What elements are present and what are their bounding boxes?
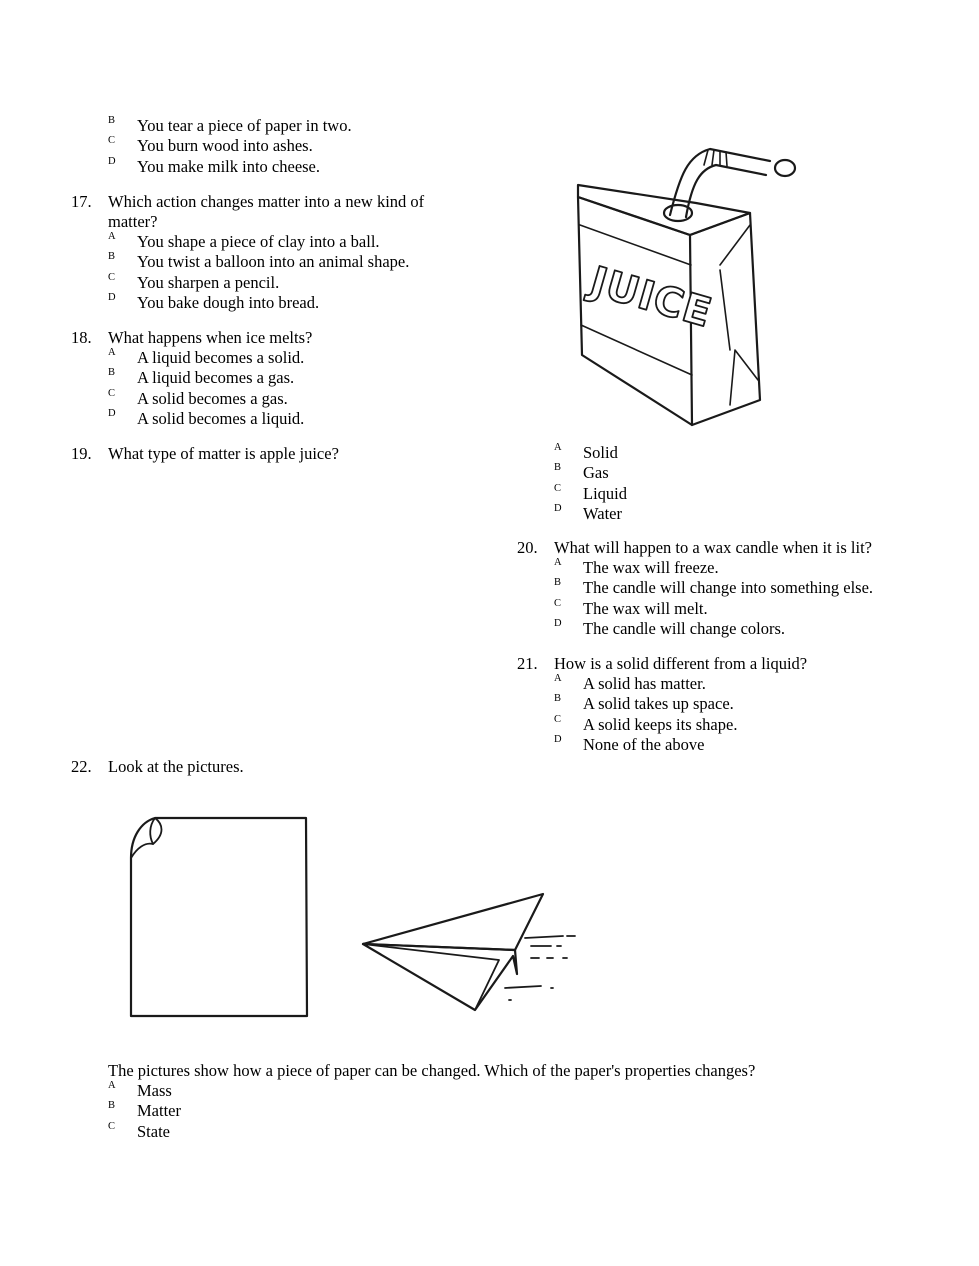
question-text: What type of matter is apple juice?: [108, 444, 339, 463]
option-letter: A: [554, 673, 562, 684]
answer-option[interactable]: [108, 1081, 968, 1101]
option-letter: A: [108, 231, 116, 242]
question-19: [71, 444, 471, 464]
question-stem: [517, 654, 937, 674]
option-letter: D: [108, 155, 116, 167]
answer-option[interactable]: [108, 348, 471, 368]
answer-option[interactable]: [554, 715, 937, 735]
question-text: Which action changes matter into a new kind of matter?: [108, 192, 425, 231]
question-17: [71, 192, 471, 313]
answer-option[interactable]: [108, 1122, 968, 1142]
question-stem: [71, 444, 471, 464]
option-text: The wax will melt.: [583, 598, 708, 618]
answer-option[interactable]: [108, 252, 471, 272]
answer-option[interactable]: [554, 674, 937, 694]
answer-option[interactable]: [554, 735, 937, 755]
option-letter: B: [108, 1100, 116, 1112]
option-letter: C: [108, 135, 116, 147]
option-text: The candle will change into something else.: [583, 578, 874, 598]
paper-sheet-illustration: [125, 812, 315, 1022]
option-letter: B: [554, 693, 562, 705]
question-number: 20.: [517, 538, 538, 557]
question-stem: [71, 192, 471, 232]
question-stem: [71, 757, 871, 777]
answer-option[interactable]: [108, 389, 471, 409]
question-text: What will happen to a wax candle when it is lit?: [554, 538, 872, 557]
option-text: A solid takes up space.: [583, 694, 734, 714]
option-letter: A: [108, 347, 116, 358]
option-text: Gas: [583, 463, 609, 483]
option-text: A solid has matter.: [583, 674, 706, 693]
option-letter: C: [554, 482, 562, 494]
answer-option[interactable]: [554, 558, 937, 578]
answer-option[interactable]: [108, 232, 471, 252]
answer-option[interactable]: [554, 694, 937, 714]
option-letter: B: [554, 577, 562, 589]
option-letter: C: [554, 713, 562, 725]
question-text: Look at the pictures.: [108, 757, 244, 776]
option-letter: D: [108, 407, 116, 419]
option-text: You twist a balloon into an animal shape.: [137, 252, 410, 272]
option-letter: C: [554, 597, 562, 609]
question-number: 17.: [71, 192, 92, 211]
option-text: Solid: [583, 443, 618, 462]
option-text: You tear a piece of paper in two.: [137, 116, 352, 135]
question-number: 19.: [71, 444, 92, 463]
option-letter: B: [108, 251, 116, 263]
option-text: Mass: [137, 1081, 172, 1100]
option-text: A liquid becomes a gas.: [137, 368, 295, 388]
option-text: A solid becomes a liquid.: [137, 408, 305, 428]
option-letter: A: [108, 1080, 116, 1091]
option-text: You shape a piece of clay into a ball.: [137, 232, 380, 251]
question-number: 22.: [71, 757, 92, 776]
question-20: [517, 538, 937, 639]
option-text: The wax will freeze.: [583, 558, 719, 577]
juice-box-label: JUICE: [585, 258, 718, 337]
option-text: You make milk into cheese.: [137, 156, 321, 176]
answer-option[interactable]: [554, 619, 937, 639]
option-text: State: [137, 1121, 170, 1141]
paper-airplane-illustration: [355, 888, 585, 1018]
question-stem: [71, 328, 471, 348]
question-21: [517, 654, 937, 755]
juice-box-illustration: [570, 135, 800, 430]
answer-option[interactable]: [554, 599, 937, 619]
question-22: [71, 757, 871, 777]
option-letter: A: [554, 442, 562, 453]
answer-option[interactable]: [108, 273, 471, 293]
answer-option[interactable]: [108, 293, 471, 313]
question-number: 21.: [517, 654, 538, 673]
option-letter: B: [108, 367, 116, 379]
answer-option[interactable]: [108, 409, 471, 429]
question-followup-text: The pictures show how a piece of paper can be changed. Which of the paper's properties changes?: [108, 1061, 756, 1080]
option-letter: C: [108, 387, 116, 399]
option-text: You burn wood into ashes.: [137, 136, 313, 156]
option-letter: B: [554, 462, 562, 474]
option-text: Liquid: [583, 483, 627, 503]
answer-option[interactable]: [108, 1101, 968, 1121]
option-letter: D: [108, 291, 116, 303]
option-text: A solid becomes a gas.: [137, 388, 288, 408]
option-text: Matter: [137, 1101, 181, 1121]
option-letter: C: [108, 1120, 116, 1132]
option-text: Water: [583, 503, 622, 523]
option-text: None of the above: [583, 734, 705, 754]
option-letter: D: [554, 733, 562, 745]
option-text: You bake dough into bread.: [137, 292, 320, 312]
option-text: A liquid becomes a solid.: [137, 348, 305, 367]
option-letter: B: [108, 115, 116, 126]
question-18: [71, 328, 471, 429]
question-22-followup: [108, 1061, 968, 1142]
option-letter: A: [554, 557, 562, 568]
option-letter: C: [108, 271, 116, 283]
question-text: What happens when ice melts?: [108, 328, 313, 347]
option-text: You sharpen a pencil.: [137, 272, 280, 292]
answer-option[interactable]: [108, 368, 471, 388]
question-stem: [517, 538, 937, 558]
option-letter: D: [554, 502, 562, 514]
question-number: 18.: [71, 328, 92, 347]
option-text: A solid keeps its shape.: [583, 714, 738, 734]
answer-option[interactable]: [554, 578, 937, 598]
option-text: The candle will change colors.: [583, 618, 786, 638]
option-letter: D: [554, 617, 562, 629]
question-text: How is a solid different from a liquid?: [554, 654, 808, 673]
